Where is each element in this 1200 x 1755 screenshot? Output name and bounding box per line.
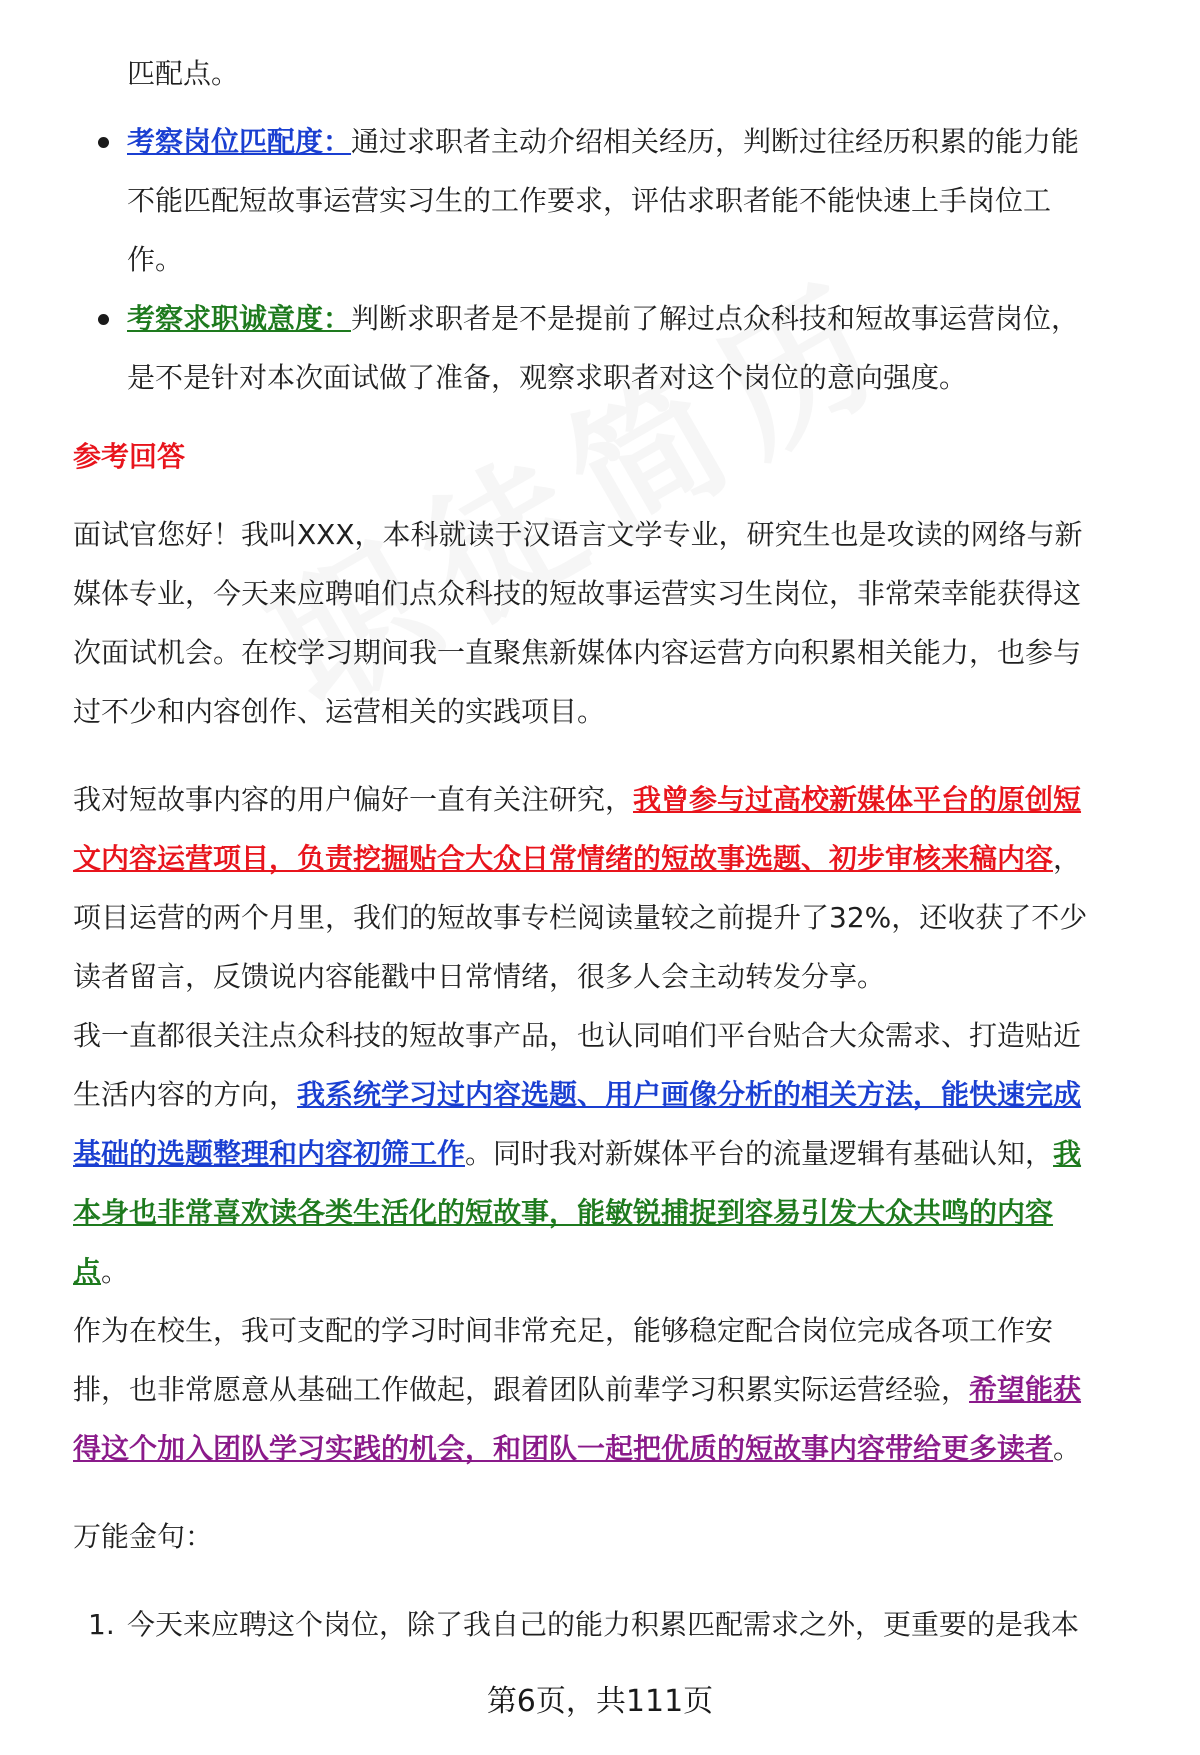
- highlight-green: 我: [1053, 1137, 1082, 1170]
- golden-heading: 万能金句：: [73, 1520, 214, 1553]
- bullet-dot-icon: [98, 314, 109, 325]
- highlight-purple: 希望能获: [969, 1373, 1082, 1406]
- p3-line-2: 生活内容的方向，我系统学习过内容选题、用户画像分析的相关方法，能快速完成: [73, 1078, 1082, 1111]
- p2-line-2: 文内容运营项目，负责挖掘贴合大众日常情绪的短故事选题、初步审核来稿内容，: [73, 842, 1082, 875]
- p4-line-3: 得这个加入团队学习实践的机会，和团队一起把优质的短故事内容带给更多读者。: [73, 1432, 1082, 1465]
- p3-line-4: [73, 1183, 1140, 1243]
- p4-line-1: 作为在校生，我可支配的学习时间非常充足，能够稳定配合岗位完成各项工作安: [73, 1314, 1054, 1347]
- highlight-blue: 基础的选题整理和内容初筛工作: [73, 1137, 466, 1170]
- bullet-2-line-2: 是不是针对本次面试做了准备，观察求职者对这个岗位的意向强度。: [127, 361, 968, 394]
- bullet-2-label: 考察求职诚意度：: [127, 302, 352, 335]
- highlight-green: 点: [73, 1255, 102, 1288]
- p3-line-3: 基础的选题整理和内容初筛工作。同时我对新媒体平台的流量逻辑有基础认知，我: [73, 1137, 1082, 1170]
- p3-line-1: 我一直都很关注点众科技的短故事产品，也认同咱们平台贴合大众需求、打造贴近: [73, 1019, 1082, 1052]
- intro-tail: 匹配点。: [127, 57, 240, 90]
- p1-line-3: 次面试机会。在校学习期间我一直聚焦新媒体内容运营方向积累相关能力，也参与: [73, 636, 1082, 669]
- p2-line-4: 读者留言，反馈说内容能戳中日常情绪，很多人会主动转发分享。: [73, 960, 886, 993]
- highlight-purple: 得这个加入团队学习实践的机会，和团队一起把优质的短故事内容带给更多读者: [73, 1432, 1054, 1465]
- highlight-red: 文内容运营项目，负责挖掘贴合大众日常情绪的短故事选题、初步审核来稿内容: [73, 842, 1054, 875]
- p2-line-1: 我对短故事内容的用户偏好一直有关注研究，我曾参与过高校新媒体平台的原创短: [73, 783, 1082, 816]
- p4-line-2: 排，也非常愿意从基础工作做起，跟着团队前辈学习积累实际运营经验，希望能获: [73, 1373, 1082, 1406]
- p1-line-4: 过不少和内容创作、运营相关的实践项目。: [73, 695, 606, 728]
- p2-line-3: 项目运营的两个月里，我们的短故事专栏阅读量较之前提升了32%，还收获了不少: [73, 901, 1088, 934]
- p3-line-5: 点。: [73, 1255, 130, 1288]
- p1-line-1: 面试官您好！我叫XXX，本科就读于汉语言文学专业，研究生也是攻读的网络与新: [73, 518, 1083, 551]
- highlight-blue: 我系统学习过内容选题、用户画像分析的相关方法，能快速完成: [297, 1078, 1082, 1111]
- bullet-1-line-1: 考察岗位匹配度：通过求职者主动介绍相关经历，判断过往经历积累的能力能: [127, 125, 1080, 158]
- answer-heading: 参考回答: [73, 440, 186, 473]
- highlight-green: 本身也非常喜欢读各类生活化的短故事，能敏锐捕捉到容易引发大众共鸣的内容: [73, 1196, 1054, 1229]
- list-item-1-text: 今天来应聘这个岗位，除了我自己的能力积累匹配需求之外，更重要的是我本: [127, 1608, 1080, 1641]
- p1-line-2: 媒体专业，今天来应聘咱们点众科技的短故事运营实习生岗位，非常荣幸能获得这: [73, 577, 1082, 610]
- list-number: 1.: [88, 1608, 115, 1641]
- bullet-1-label: 考察岗位匹配度：: [127, 125, 352, 158]
- bullet-dot-icon: [98, 137, 109, 148]
- highlight-red: 我曾参与过高校新媒体平台的原创短: [633, 783, 1082, 816]
- bullet-2-line-1: 考察求职诚意度：判断求职者是不是提前了解过点众科技和短故事运营岗位，: [127, 302, 1080, 335]
- page-footer: 第6页，共111页: [486, 1684, 714, 1719]
- bullet-1-line-3: 作。: [127, 243, 184, 276]
- bullet-1-line-2: 不能匹配短故事运营实习生的工作要求，评估求职者能不能快速上手岗位工: [127, 184, 1052, 217]
